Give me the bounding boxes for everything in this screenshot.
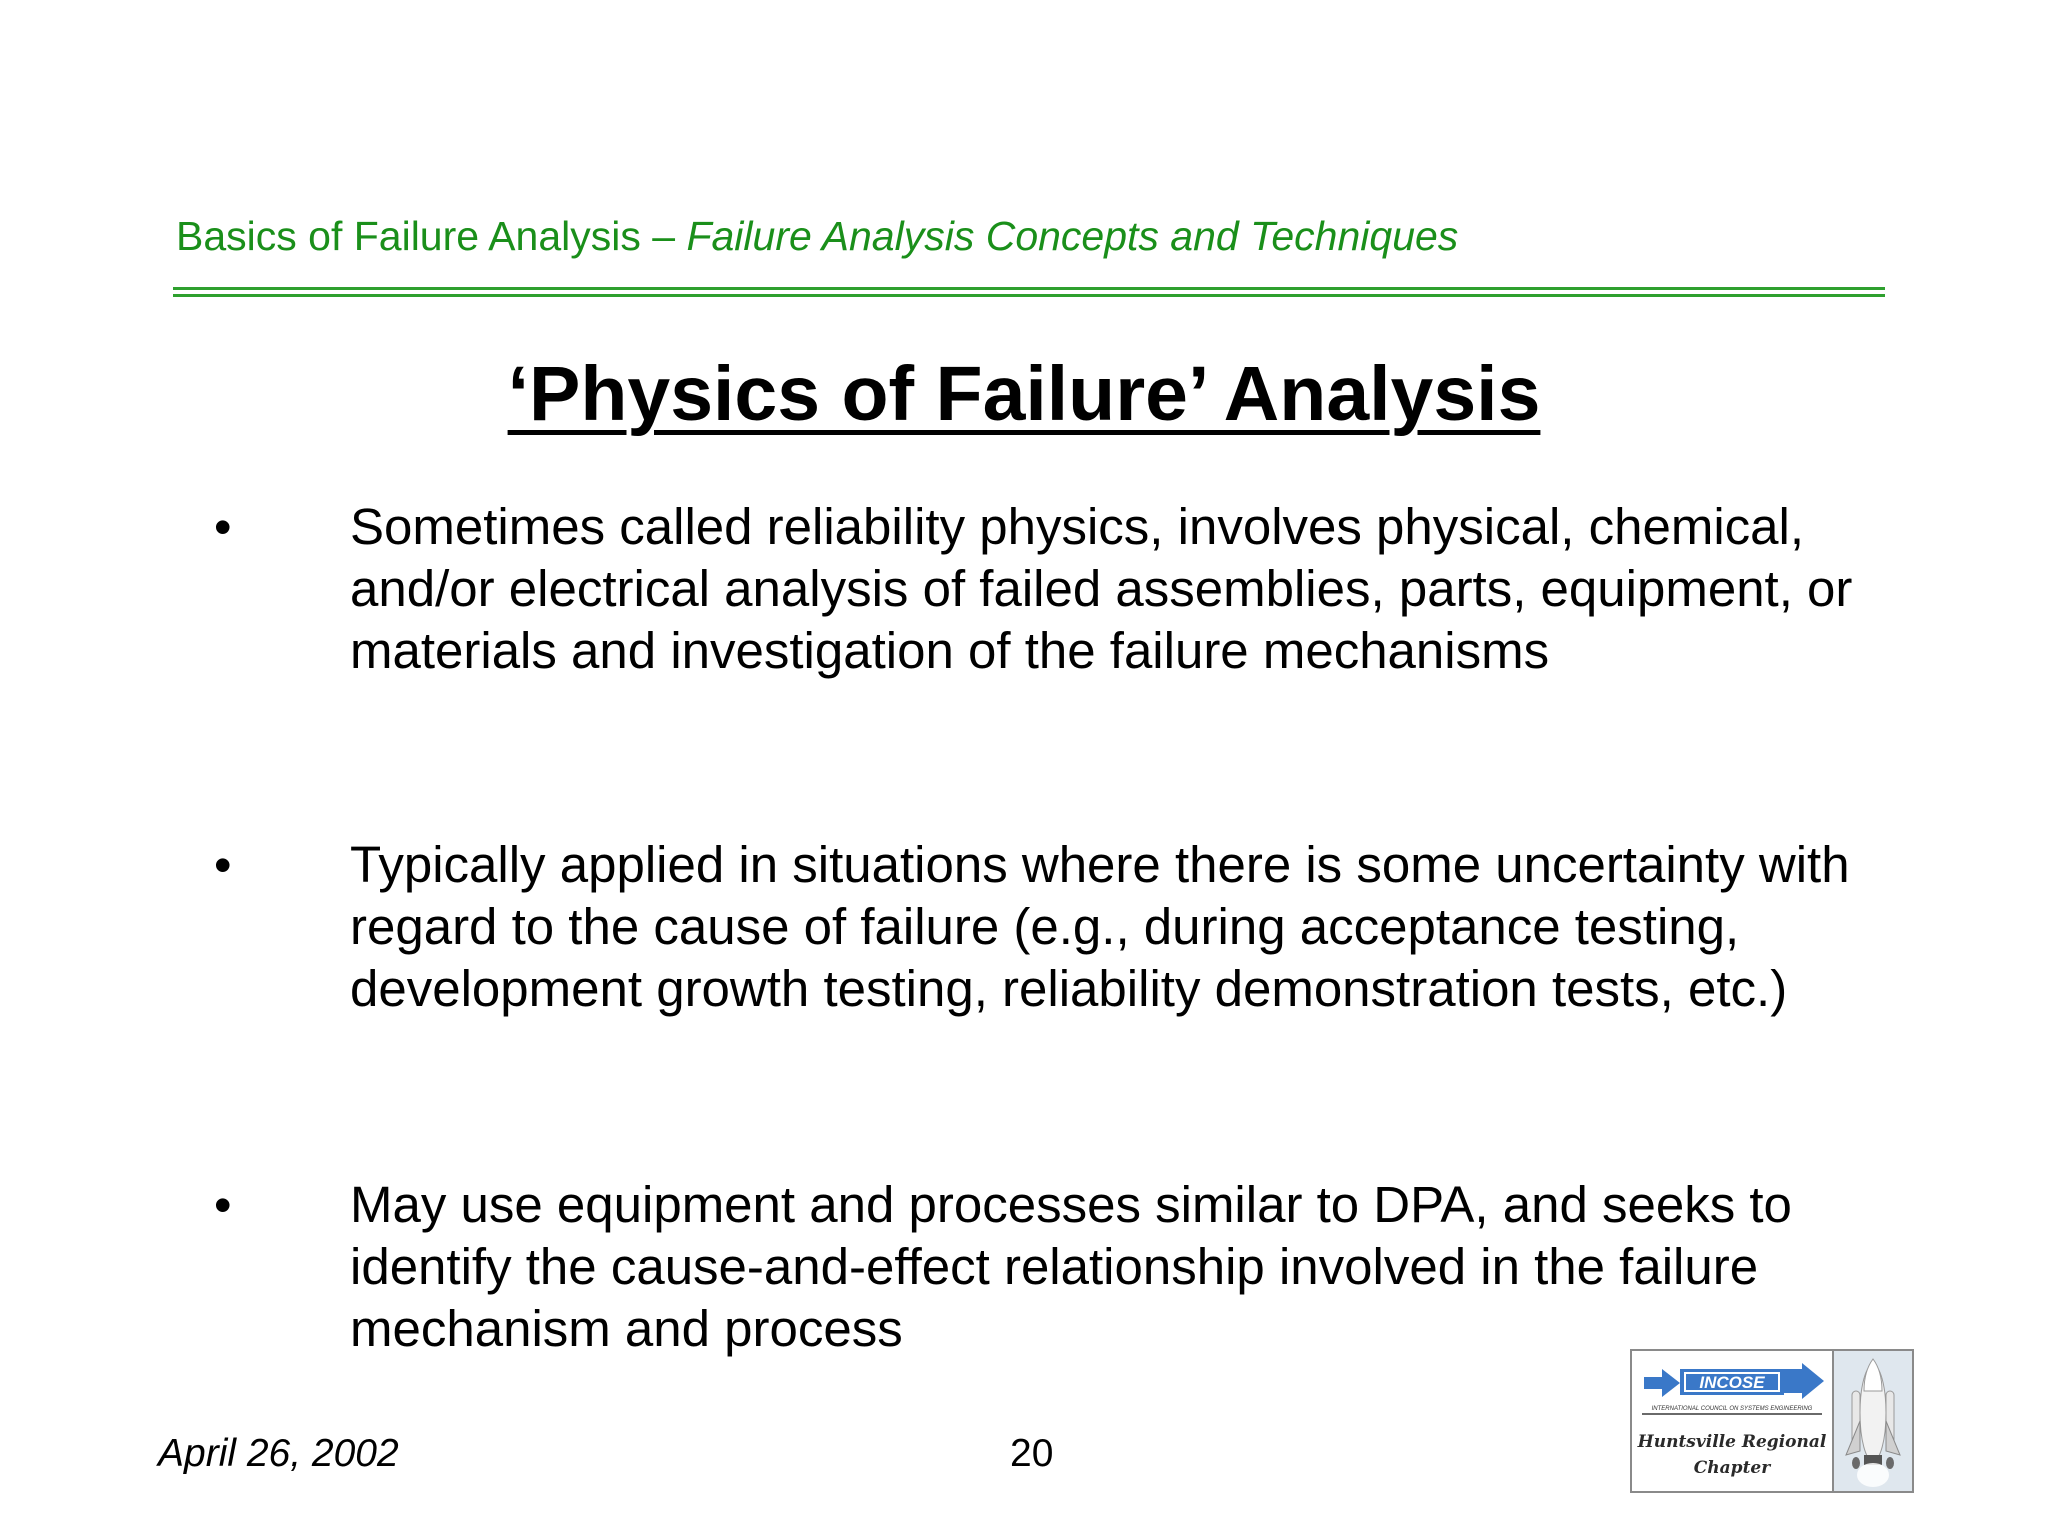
header-rule-top — [173, 287, 1885, 290]
logo-chapter-line1: Huntsville Regional — [1637, 1432, 1827, 1452]
footer-date: April 26, 2002 — [158, 1432, 399, 1475]
incose-arrow-logo-icon — [1632, 1351, 1832, 1411]
bullet-marker: • — [214, 499, 232, 555]
header-main-text: Basics of Failure Analysis – — [176, 213, 687, 259]
logo-chapter-name — [1632, 1429, 1832, 1481]
header-rule-bottom — [173, 294, 1885, 297]
logo-divider — [1642, 1413, 1822, 1415]
logo-tagline: INTERNATIONAL COUNCIL ON SYSTEMS ENGINEERING — [1651, 1406, 1813, 1412]
page-number: 20 — [1010, 1432, 1054, 1475]
bullet-marker: • — [214, 1177, 232, 1233]
space-shuttle-icon — [1834, 1351, 1912, 1491]
logo-shuttle-panel — [1834, 1351, 1912, 1491]
bullet-text: May use equipment and processes similar to DPA, and seeks to identify the cause-and-effect relationship involved in the failure mechanism and process — [350, 1176, 1792, 1357]
incose-chapter-logo — [1630, 1349, 1914, 1493]
slide-title: ‘Physics of Failure’ Analysis — [507, 351, 1541, 437]
incose-logo-text: INCOSE — [1699, 1373, 1765, 1392]
bullet-marker: • — [214, 837, 232, 893]
slide-header — [176, 213, 1458, 260]
logo-incose-panel — [1632, 1351, 1834, 1491]
bullet-text: Sometimes called reliability physics, involves physical, chemical, and/or electrical analysis of failed assemblies, parts, equipment, or materials and investigation of the failure mechanisms — [350, 498, 1853, 679]
header-subtitle: Failure Analysis Concepts and Techniques — [686, 213, 1459, 259]
bullet-text: Typically applied in situations where there is some uncertainty with regard to the cause of failure (e.g., during acceptance testing, development growth testing, reliability demonstration tests, etc.) — [350, 836, 1850, 1017]
logo-chapter-line2: Chapter — [1693, 1458, 1771, 1478]
